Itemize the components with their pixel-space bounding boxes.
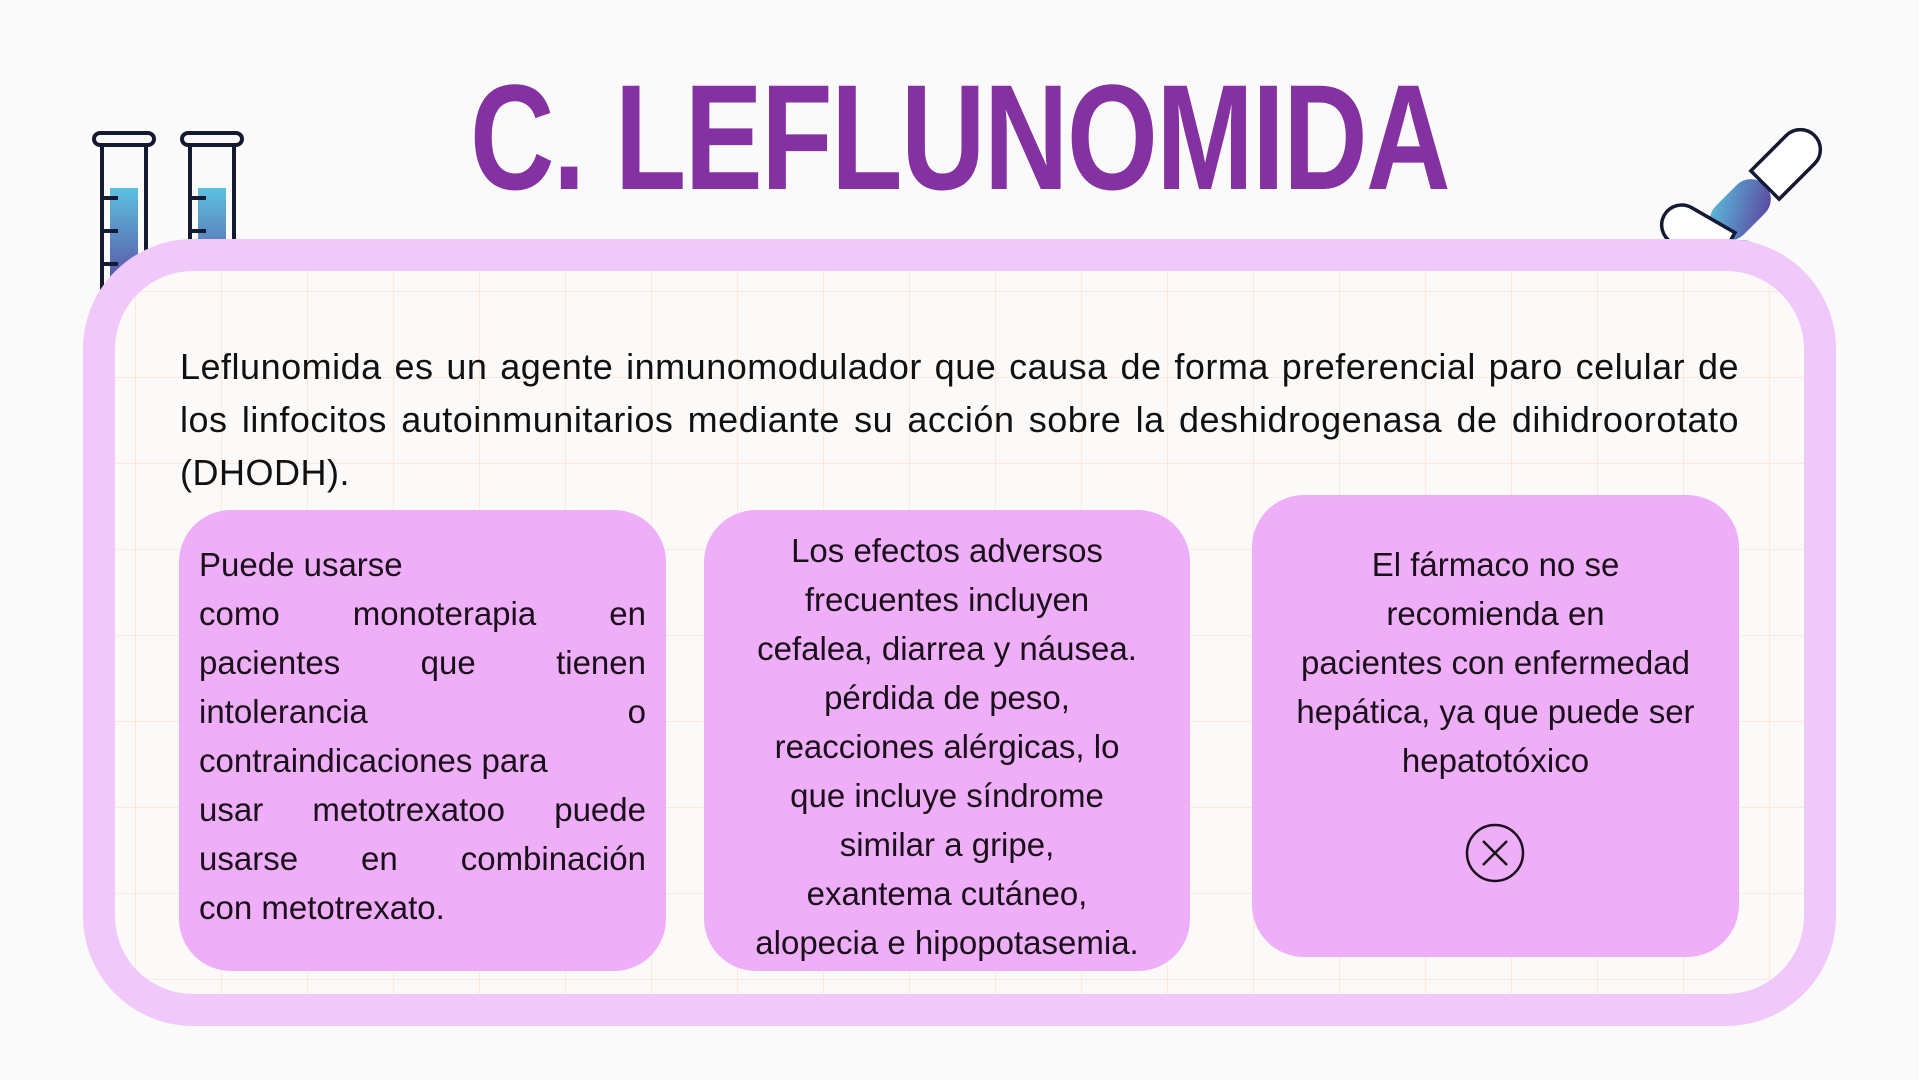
- card-line: que incluye síndrome: [790, 777, 1104, 814]
- card-line: alopecia e hipopotasemia.: [755, 924, 1139, 961]
- card-line: similar a gripe,: [839, 826, 1055, 863]
- card-line: exantema cutáneo,: [806, 875, 1088, 912]
- card-line: usar metotrexatoo puede: [199, 791, 646, 828]
- card-line: pérdida de peso,: [824, 679, 1070, 716]
- card-line: recomienda en: [1386, 595, 1605, 632]
- card-line: cefalea, diarrea y náusea.: [757, 630, 1137, 667]
- card-line: frecuentes incluyen: [804, 581, 1090, 618]
- x-circle-icon: [1465, 823, 1525, 883]
- card-contraindication: [1252, 495, 1739, 957]
- card-line: Los efectos adversos: [791, 532, 1103, 569]
- card-adverse-effects: [704, 510, 1190, 971]
- card-line: pacientes que tienen: [199, 644, 646, 681]
- intro-paragraph: Leflunomida es un agente inmunomodulador que causa de forma preferencial paro celular de los linfocitos autoinmunitarios mediante su acción sobre la deshidrogenasa de dihidroorotato (DHODH).: [180, 346, 1739, 493]
- card-line: con metotrexato.: [199, 889, 445, 926]
- card-line: como monoterapia en: [199, 595, 646, 632]
- page-title: C. LEFLUNOMIDA: [469, 53, 1450, 221]
- card-line: hepatotóxico: [1401, 742, 1590, 779]
- card-line: intolerancia o: [199, 693, 646, 730]
- card-line: contraindicaciones para: [199, 742, 548, 779]
- card-line: El fármaco no se: [1371, 546, 1620, 583]
- card-line: hepática, ya que puede ser: [1296, 693, 1695, 730]
- card-line: pacientes con enfermedad: [1301, 644, 1690, 681]
- card-line: reacciones alérgicas, lo: [774, 728, 1120, 765]
- card-line: Puede usarse: [199, 546, 403, 583]
- card-usage: [179, 510, 666, 971]
- card-line: usarse en combinación: [199, 840, 646, 877]
